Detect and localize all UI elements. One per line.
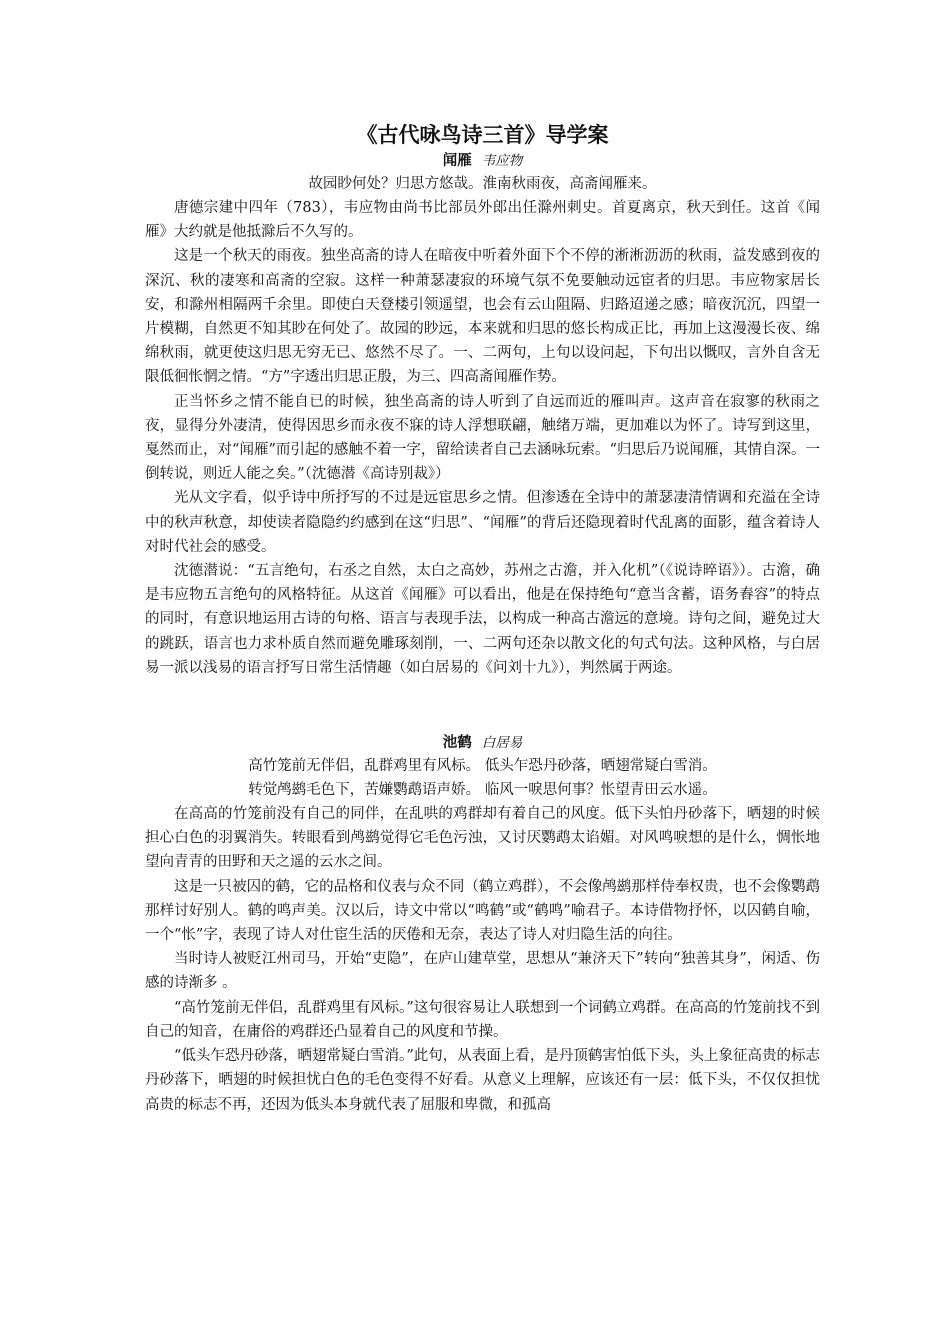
commentary-paragraph: 在高高的竹笼前没有自己的同伴，在乱哄的鸡群却有着自己的风度。低下头怕丹砂落下，晒翅的时候担心白色的羽翼消失。转眼看到鸬鹚觉得它毛色污浊，又讨厌鹦鹉太谄媚。对风鸣唳想的是什么，惆怅地望向青青的田野和天之遥的云水之间。 xyxy=(145,806,820,871)
commentary-paragraph: 唐德宗建中四年（783），韦应物由尚书比部员外郎出任滁州刺史。首夏离京，秋天到任。这首《闻雁》大约就是他抵滁后不久写的。 xyxy=(145,200,820,241)
commentary-paragraph: 这是一个秋天的雨夜。独坐高斋的诗人在暗夜中听着外面下个不停的淅淅沥沥的秋雨，益发感到夜的深沉、秋的凄寒和高斋的空寂。这样一种萧瑟凄寂的环境气氛不免要触动远宦者的归思。韦应物家居长安，和滁州相隔两千余里。即使白天登楼引领遥望，也会有云山阻隔、归路迢递之感；暗夜沉沉，四望一片模糊，自然更不知其眇在何处了。故园的眇远，本来就和归思的悠长构成正比，再加上这漫漫长夜、绵绵秋雨，就更使这归思无穷无已、悠然不尽了。一、二两句，上句以设问起，下句出以慨叹，言外自含无限低徊怅惘之情。“方”字透出归思正殷，为三、四高斋闻雁作势。 xyxy=(145,248,820,386)
commentary-paragraph: 光从文字看，似乎诗中所抒写的不过是远宦思乡之情。但渗透在全诗中的萧瑟凄清情调和充溢在全诗中的秋声秋意，却使读者隐隐约约感到在这“归思”、“闻雁”的背后还隐现着时代乱离的面影，蕴含着诗人对时代社会的感受。 xyxy=(145,490,820,555)
poem-author: 白居易 xyxy=(481,735,523,752)
poem-header xyxy=(145,150,820,172)
poem-title: 闻雁 xyxy=(442,153,472,169)
commentary-paragraph: 这是一只被囚的鹤，它的品格和仪表与众不同（鹤立鸡群），不会像鸬鹚那样侍奉权贵，也不会像鹦鹉那样讨好别人。鹤的鸣声美。汉以后，诗文中常以“鸣鹤”或“鹤鸣”喻君子。本诗借物抒怀，以囚鹤自喻，一个“怅”字，表现了诗人对仕宦生活的厌倦和无奈，表达了诗人对归隐生活的向往。 xyxy=(145,878,820,944)
poem-title: 池鹤 xyxy=(442,735,472,752)
commentary-paragraph: “低头乍恐丹砂落，晒翅常疑白雪消。”此句，从表面上看，是丹顶鹤害怕低下头，头上象征高贵的标志丹砂落下，晒翅的时候担忧白色的毛色变得不好看。从意义上理解，应该还有一层：低下头，不仅仅担忧高贵的标志不再，还因为低头本身就代表了屈服和卑微，和孤高 xyxy=(145,1048,820,1113)
commentary-paragraph: 当时诗人被贬江州司马，开始“吏隐”，在庐山建草堂，思想从“兼济天下”转向“独善其身”，闲适、伤感的诗渐多 。 xyxy=(145,951,820,992)
page-title: 《古代咏鸟诗三首》导学案 xyxy=(356,123,609,147)
poem-section-wenyan xyxy=(145,150,820,680)
commentary-paragraph: 沈德潜说：“五言绝句，右丞之自然，太白之高妙，苏州之古澹，并入化机”（《说诗晬语》）。古澹，确是韦应物五言绝句的风格特征。从这首《闻雁》可以看出，他是在保持绝句“意当含蓄，语务舂容”的特点的同时，有意识地运用古诗的句格、语言与表现手法，以构成一种高古澹远的意境。诗句之间，避免过大的跳跃，语言也力求朴质自然而避免雕琢刻削，一、二两句还杂以散文化的句式句法。这种风格，与白居易一派以浅易的语言抒写日常生活情趣（如白居易的《问刘十九》），判然属于两途。 xyxy=(145,563,820,676)
poem-verse: 故园眇何处？归思方悠哉。淮南秋雨夜，高斋闻雁来。 xyxy=(308,176,657,192)
poem-header xyxy=(145,732,820,754)
poem-verse: 转觉鸬鹚毛色下，苦嫌鹦鹉语声娇。 临风一唳思何事？怅望青田云水遥。 xyxy=(248,782,717,799)
commentary-paragraph: 正当怀乡之情不能自已的时候，独坐高斋的诗人听到了自远而近的雁叫声。这声音在寂寥的秋雨之夜，显得分外凄清，使得因思乡而永夜不寐的诗人浮想联翩，触绪万端，更加难以为怀了。诗写到这里，戛然而止，对“闻雁”而引起的感触不着一字，留给读者自己去涵咏玩索。“归思后乃说闻雁，其情自深。一倒转说，则近人能之矣。”（沈德潜《高诗别裁》） xyxy=(145,393,820,483)
poem-verse: 高竹笼前无伴侣，乱群鸡里有风标。 低头乍恐丹砂落，晒翅常疑白雪消。 xyxy=(248,758,717,775)
section-spacer xyxy=(145,680,820,732)
document-page xyxy=(145,120,820,1117)
commentary-paragraph: “高竹笼前无伴侣，乱群鸡里有风标。”这句很容易让人联想到一个词鹤立鸡群。在高高的竹笼前找不到自己的知音，在庸俗的鸡群还凸显着自己的风度和节操。 xyxy=(145,999,820,1040)
poem-section-chihe xyxy=(145,732,820,1117)
poem-author: 韦应物 xyxy=(481,153,523,169)
